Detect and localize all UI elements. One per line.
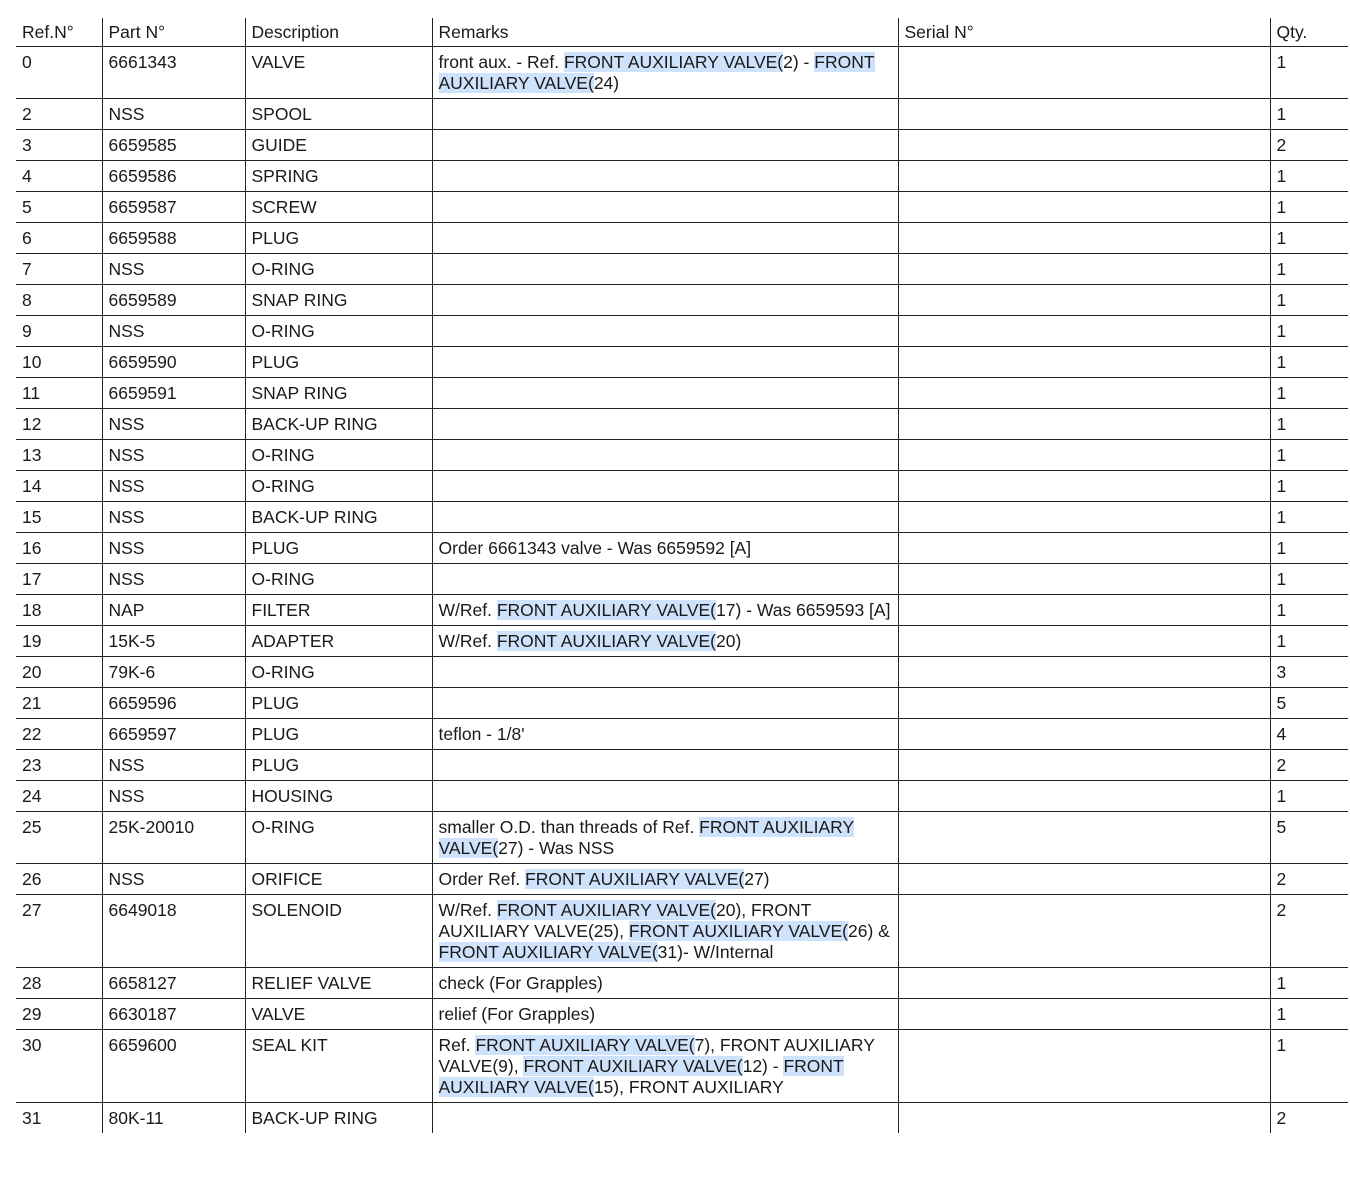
serial-cell [898,595,1270,626]
qty-cell: 1 [1270,781,1348,812]
table-row [16,968,1348,999]
remarks-cell [432,750,898,781]
remarks-text: Ref. [438,1035,476,1055]
qty-cell: 1 [1270,192,1348,223]
part-number-cell: 6659588 [102,223,245,254]
remarks-text: 26) & [847,921,890,941]
serial-cell [898,688,1270,719]
part-number-cell: 80K-11 [102,1103,245,1134]
remarks-cell [432,999,898,1030]
qty-cell: 2 [1270,864,1348,895]
remarks-cell [432,1103,898,1134]
highlighted-reference: FRONT AUXILIARY VALVE( [496,900,716,920]
part-number-cell: NSS [102,471,245,502]
remarks-text: relief (For Grapples) [438,1004,596,1024]
description-cell: O-RING [245,440,432,471]
qty-cell: 1 [1270,968,1348,999]
remarks-cell [432,316,898,347]
description-cell: O-RING [245,657,432,688]
part-number-cell: 6659600 [102,1030,245,1103]
ref-cell: 19 [16,626,102,657]
qty-cell: 1 [1270,99,1348,130]
serial-cell [898,471,1270,502]
table-row [16,750,1348,781]
part-number-cell: 6659589 [102,285,245,316]
serial-cell [898,223,1270,254]
part-number-cell: NSS [102,409,245,440]
serial-cell [898,533,1270,564]
part-number-cell: 6649018 [102,895,245,968]
remarks-cell [432,1030,898,1103]
ref-cell: 23 [16,750,102,781]
remarks-cell [432,99,898,130]
ref-cell: 17 [16,564,102,595]
remarks-text: W/Ref. [438,900,497,920]
highlighted-reference: FRONT AUXILIARY VALVE( [475,1035,695,1055]
serial-cell [898,719,1270,750]
ref-cell: 0 [16,47,102,99]
description-cell: FILTER [245,595,432,626]
table-row [16,533,1348,564]
ref-cell: 18 [16,595,102,626]
description-cell: SCREW [245,192,432,223]
ref-cell: 10 [16,347,102,378]
description-cell: VALVE [245,47,432,99]
remarks-cell [432,895,898,968]
description-cell: O-RING [245,316,432,347]
serial-cell [898,1030,1270,1103]
remarks-text: 2) - [783,52,815,72]
serial-cell [898,626,1270,657]
remarks-text: 12) - [742,1056,784,1076]
table-row [16,192,1348,223]
qty-cell: 5 [1270,812,1348,864]
part-number-cell: 25K-20010 [102,812,245,864]
serial-cell [898,812,1270,864]
table-row [16,99,1348,130]
serial-cell [898,347,1270,378]
ref-cell: 24 [16,781,102,812]
remarks-text: front aux. - Ref. [438,52,564,72]
qty-cell: 1 [1270,285,1348,316]
ref-cell: 27 [16,895,102,968]
remarks-text: 15), FRONT AUXILIARY [593,1077,784,1097]
part-number-cell: NSS [102,440,245,471]
qty-cell: 1 [1270,1030,1348,1103]
part-number-cell: 79K-6 [102,657,245,688]
highlighted-reference: FRONT AUXILIARY VALVE( [438,817,855,858]
table-row [16,440,1348,471]
qty-cell: 2 [1270,1103,1348,1134]
ref-cell: 9 [16,316,102,347]
part-number-cell: 6659585 [102,130,245,161]
remarks-cell [432,161,898,192]
remarks-cell [432,378,898,409]
remarks-cell [432,223,898,254]
ref-cell: 31 [22,1108,42,1128]
qty-cell: 1 [1270,471,1348,502]
serial-cell [898,99,1270,130]
table-row [16,223,1348,254]
part-number-cell: NSS [102,564,245,595]
serial-cell [898,130,1270,161]
col-header-remarks: Remarks [432,18,898,47]
ref-cell: 26 [16,864,102,895]
highlighted-reference: FRONT AUXILIARY VALVE( [496,631,716,651]
description-cell: ORIFICE [245,864,432,895]
ref-cell: 20 [16,657,102,688]
qty-cell: 5 [1270,688,1348,719]
part-number-cell: NSS [102,254,245,285]
table-row [16,626,1348,657]
table-row [16,409,1348,440]
parts-table [16,18,1348,1133]
table-row [16,1030,1348,1103]
remarks-text: 27) - Was NSS [498,838,615,858]
table-row [16,564,1348,595]
part-number-cell: 6658127 [102,968,245,999]
part-number-cell: 6661343 [102,47,245,99]
part-number-cell: 15K-5 [102,626,245,657]
table-row [16,864,1348,895]
ref-cell: 12 [16,409,102,440]
serial-cell [898,316,1270,347]
remarks-text: Order Ref. [438,869,526,889]
remarks-cell [432,864,898,895]
highlighted-reference: FRONT AUXILIARY VALVE( [563,52,784,72]
description-cell: BACK-UP RING [245,409,432,440]
ref-cell: 3 [16,130,102,161]
qty-cell: 4 [1270,719,1348,750]
remarks-cell [432,409,898,440]
remarks-text: 20) [716,631,742,651]
description-cell: PLUG [245,533,432,564]
table-row [16,316,1348,347]
remarks-text: W/Ref. [438,631,497,651]
serial-cell [898,285,1270,316]
part-number-cell: 6659597 [102,719,245,750]
description-cell: PLUG [245,223,432,254]
remarks-text: 31)- W/Internal [657,942,774,962]
remarks-cell [432,47,898,99]
description-cell: PLUG [245,750,432,781]
highlighted-reference: FRONT AUXILIARY VALVE( [438,1056,844,1097]
ref-cell: 5 [16,192,102,223]
description-cell: PLUG [245,688,432,719]
table-row [16,781,1348,812]
qty-cell: 2 [1270,750,1348,781]
qty-cell: 1 [1270,502,1348,533]
remarks-cell [432,688,898,719]
ref-cell: 29 [16,999,102,1030]
ref-cell: 28 [16,968,102,999]
remarks-cell [432,657,898,688]
qty-cell: 1 [1270,161,1348,192]
description-cell: SOLENOID [245,895,432,968]
serial-cell [898,378,1270,409]
serial-cell [898,161,1270,192]
remarks-cell [432,192,898,223]
description-cell: O-RING [245,254,432,285]
description-cell: O-RING [245,564,432,595]
table-row [16,378,1348,409]
table-row [16,719,1348,750]
qty-cell: 2 [1270,130,1348,161]
remarks-text: 24) [593,73,620,93]
col-header-ref: Ref.N° [16,18,102,47]
remarks-text: smaller O.D. than threads of Ref. [438,817,700,837]
remarks-cell [432,254,898,285]
description-cell: SEAL KIT [245,1030,432,1103]
description-cell: RELIEF VALVE [245,968,432,999]
description-cell: HOUSING [245,781,432,812]
qty-cell: 1 [1270,47,1348,99]
table-row [16,657,1348,688]
description-cell: PLUG [245,719,432,750]
serial-cell [898,657,1270,688]
description-cell: SNAP RING [245,378,432,409]
part-number-cell: 6659596 [102,688,245,719]
remarks-cell [432,533,898,564]
description-cell: SNAP RING [245,285,432,316]
remarks-cell [432,471,898,502]
ref-cell: 22 [16,719,102,750]
highlighted-reference: FRONT AUXILIARY VALVE( [523,1056,743,1076]
col-header-description: Description [245,18,432,47]
col-header-qty: Qty. [1270,18,1348,47]
part-number-cell: NSS [102,502,245,533]
description-cell: BACK-UP RING [245,502,432,533]
ref-cell: 14 [16,471,102,502]
remarks-cell [432,440,898,471]
table-row [16,502,1348,533]
description-cell: GUIDE [245,130,432,161]
description-cell: O-RING [245,812,432,864]
highlighted-reference: FRONT AUXILIARY VALVE( [525,869,745,889]
remarks-text: 7), FRONT AUXILIARY VALVE(9), [438,1035,875,1076]
remarks-cell [432,968,898,999]
remarks-cell [432,719,898,750]
qty-cell: 3 [1270,657,1348,688]
ref-cell: 4 [16,161,102,192]
table-row [16,254,1348,285]
part-number-cell: 6659591 [102,378,245,409]
serial-cell [898,192,1270,223]
serial-cell [898,864,1270,895]
ref-cell: 13 [16,440,102,471]
remarks-text: teflon - 1/8' [438,724,525,744]
part-number-cell: 6659590 [102,347,245,378]
serial-cell [898,968,1270,999]
ref-cell: 15 [16,502,102,533]
description-cell: O-RING [245,471,432,502]
qty-cell: 1 [1270,254,1348,285]
remarks-text: check (For Grapples) [438,973,603,993]
table-row [16,347,1348,378]
description-cell: SPOOL [245,99,432,130]
remarks-cell [432,347,898,378]
remarks-cell [432,781,898,812]
ref-cell: 30 [16,1030,102,1103]
highlighted-reference: FRONT AUXILIARY VALVE( [438,52,875,93]
qty-cell: 1 [1270,626,1348,657]
table-row [16,1103,1348,1134]
part-number-cell: NSS [102,750,245,781]
highlighted-reference: FRONT AUXILIARY VALVE( [438,942,658,962]
serial-cell [898,781,1270,812]
part-number-cell: NSS [102,99,245,130]
description-cell: BACK-UP RING [245,1103,432,1134]
description-cell: PLUG [245,347,432,378]
ref-cell: 16 [16,533,102,564]
qty-cell: 1 [1270,564,1348,595]
qty-cell: 1 [1270,409,1348,440]
part-number-cell: 6659586 [102,161,245,192]
col-header-serial: Serial N° [898,18,1270,47]
remarks-text: 20), FRONT AUXILIARY VALVE(25), [438,900,811,941]
table-row [16,895,1348,968]
table-body [16,47,1348,1134]
ref-cell: 21 [16,688,102,719]
serial-cell [898,564,1270,595]
table-row [16,471,1348,502]
qty-cell: 1 [1270,533,1348,564]
qty-cell: 1 [1270,595,1348,626]
table-row [16,130,1348,161]
highlighted-reference: FRONT AUXILIARY VALVE( [496,600,716,620]
ref-cell: 25 [16,812,102,864]
description-cell: ADAPTER [245,626,432,657]
part-number-cell: 6659587 [102,192,245,223]
table-row [16,47,1348,99]
part-number-cell: NSS [102,781,245,812]
ref-cell: 7 [16,254,102,285]
qty-cell: 1 [1270,316,1348,347]
remarks-cell [432,285,898,316]
remarks-cell [432,595,898,626]
part-number-cell: NSS [102,533,245,564]
qty-cell: 1 [1270,440,1348,471]
serial-cell [898,254,1270,285]
remarks-text: 27) [744,869,770,889]
table-row [16,688,1348,719]
remarks-cell [432,130,898,161]
col-header-part: Part N° [102,18,245,47]
serial-cell [898,502,1270,533]
part-number-cell: NSS [102,316,245,347]
remarks-text: 17) - Was 6659593 [A] [716,600,891,620]
serial-cell [898,999,1270,1030]
qty-cell: 2 [1270,895,1348,968]
table-row [16,812,1348,864]
part-number-cell: NAP [102,595,245,626]
table-row [16,285,1348,316]
qty-cell: 1 [1270,378,1348,409]
serial-cell [898,895,1270,968]
description-cell: VALVE [245,999,432,1030]
ref-cell: 8 [16,285,102,316]
remarks-text: W/Ref. [438,600,497,620]
ref-cell: 2 [16,99,102,130]
table-row [16,161,1348,192]
part-number-cell: 6630187 [102,999,245,1030]
qty-cell: 1 [1270,347,1348,378]
remarks-cell [432,812,898,864]
header-row [16,18,1348,47]
table-row [16,595,1348,626]
description-cell: SPRING [245,161,432,192]
remarks-text: Order 6661343 valve - Was 6659592 [A] [438,538,752,558]
qty-cell: 1 [1270,223,1348,254]
serial-cell [898,47,1270,99]
serial-cell [898,440,1270,471]
remarks-cell [432,564,898,595]
remarks-cell [432,502,898,533]
serial-cell [898,750,1270,781]
remarks-cell [432,626,898,657]
serial-cell [898,1103,1270,1134]
ref-cell: 6 [16,223,102,254]
highlighted-reference: FRONT AUXILIARY VALVE( [628,921,848,941]
serial-cell [898,409,1270,440]
table-row [16,999,1348,1030]
qty-cell: 1 [1270,999,1348,1030]
part-number-cell: NSS [102,864,245,895]
ref-cell: 11 [16,378,102,409]
